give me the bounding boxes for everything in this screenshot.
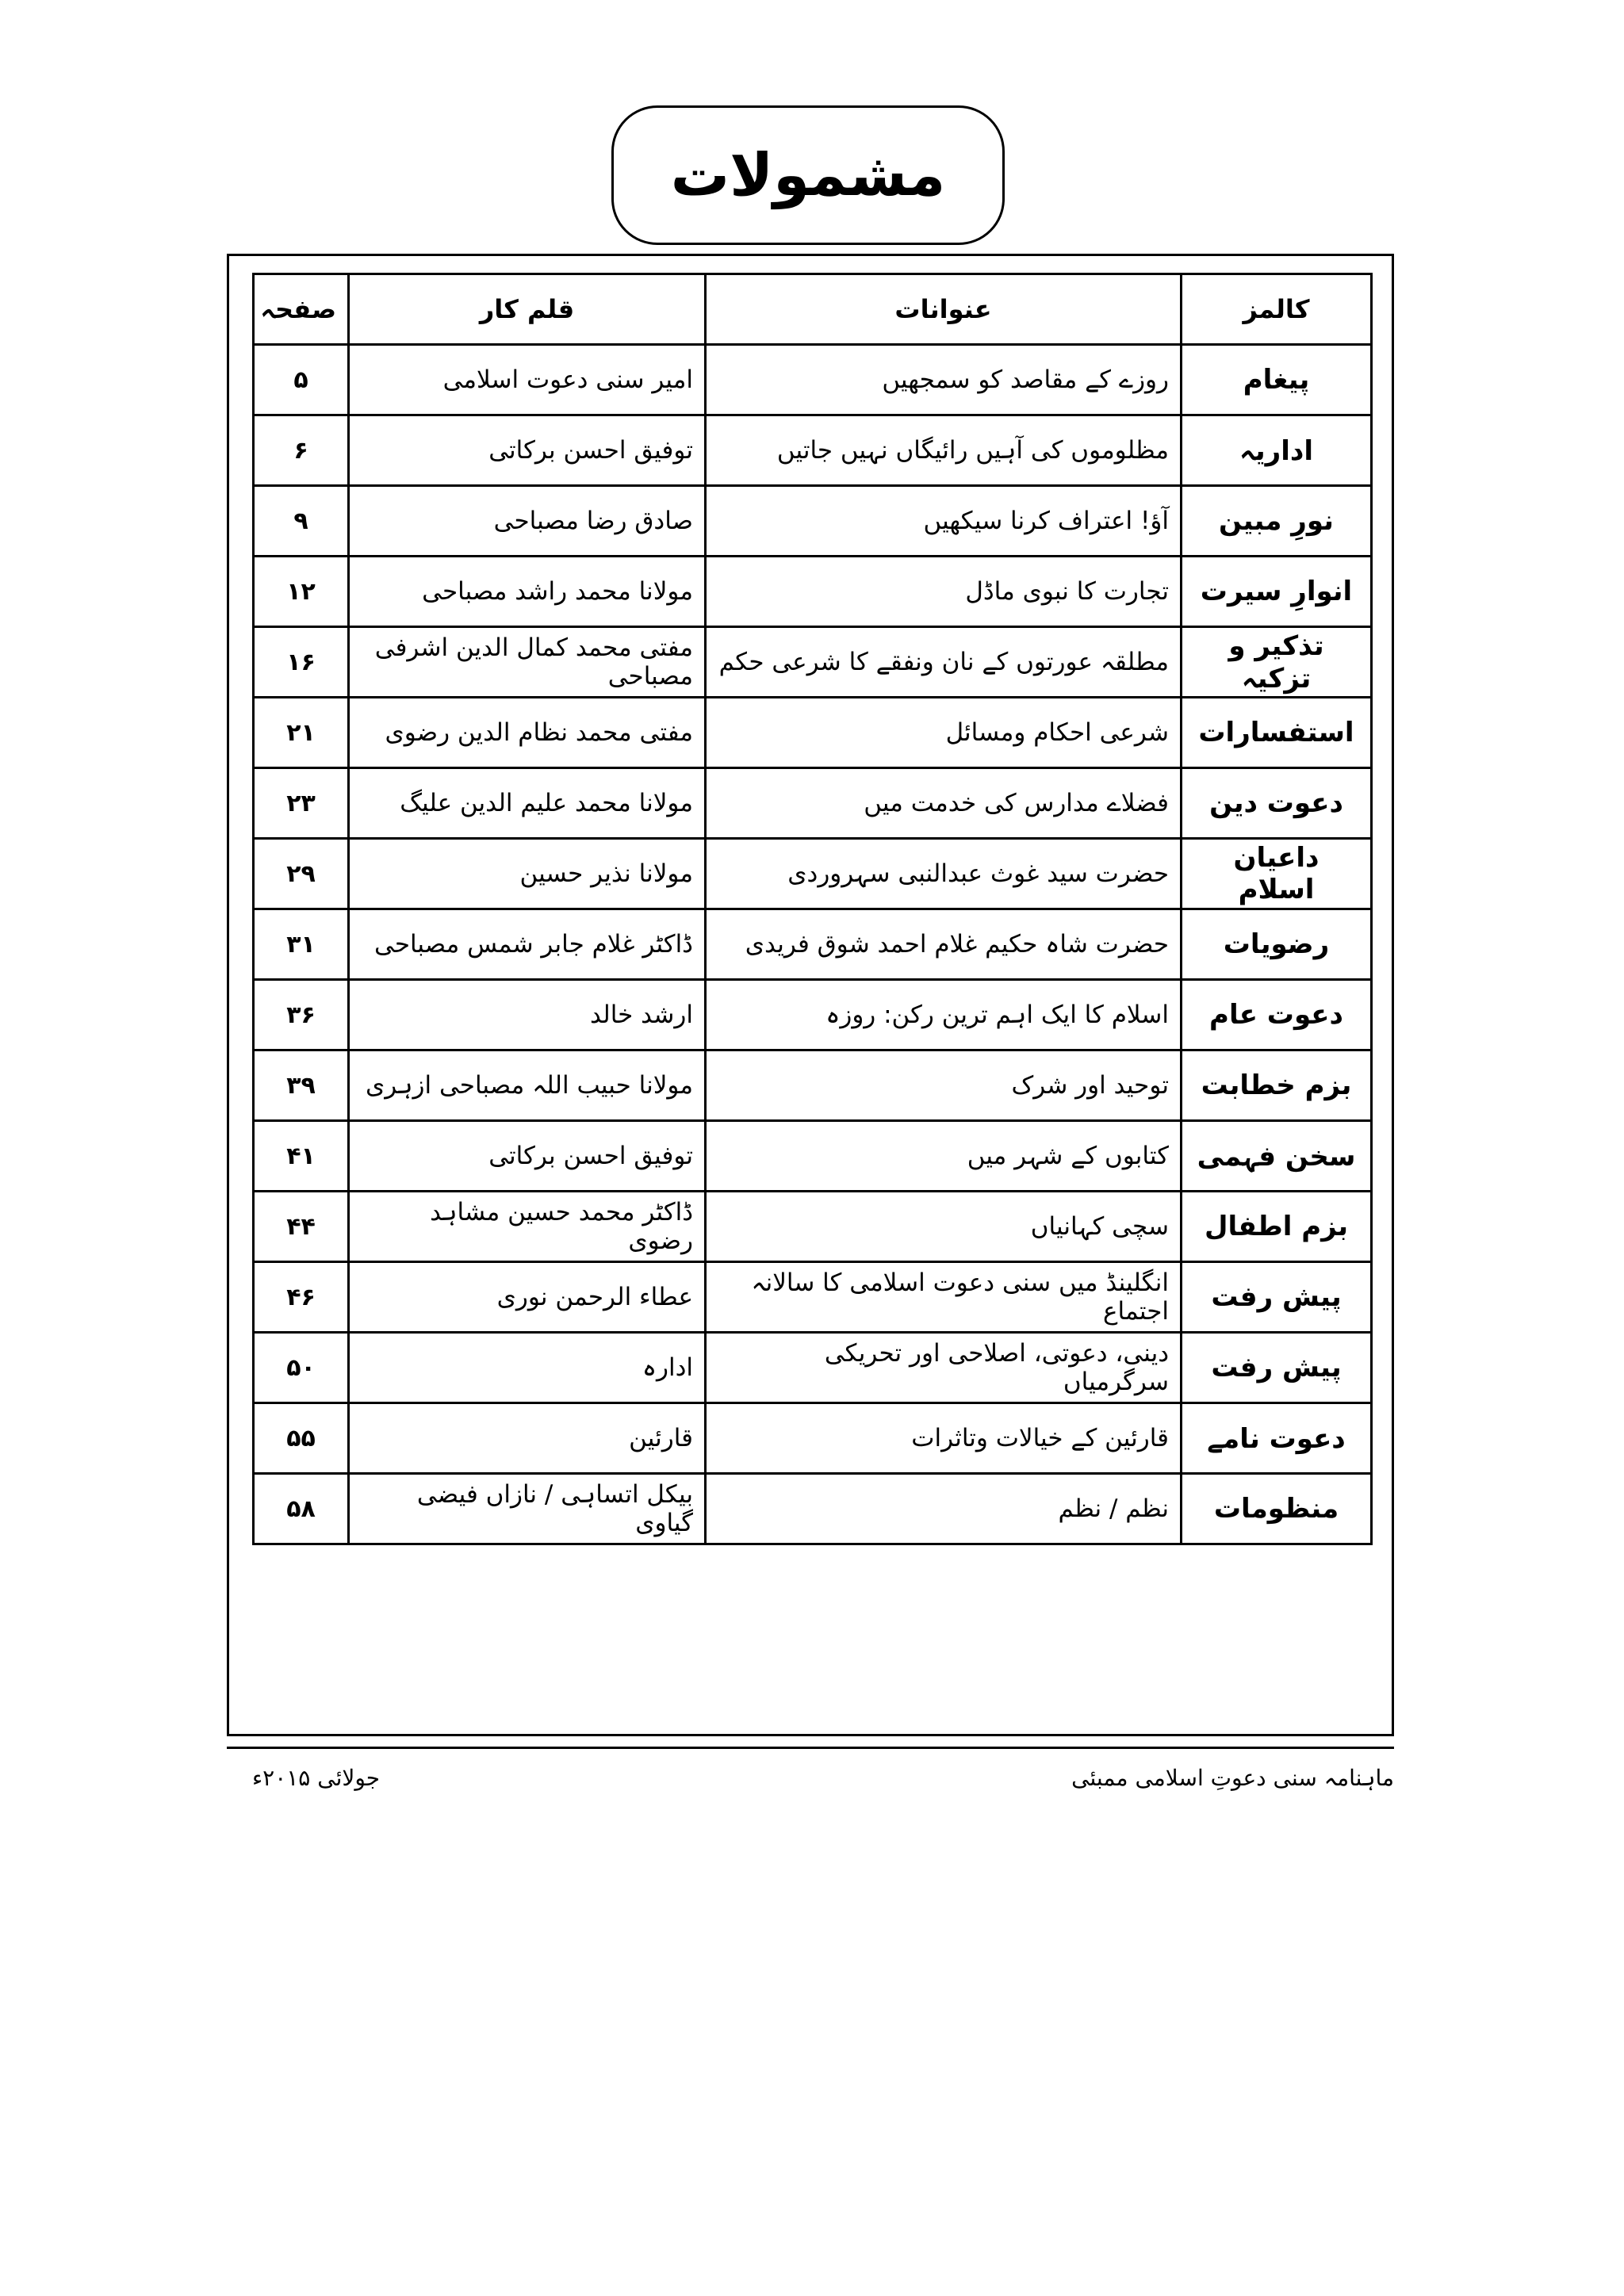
page-cell: ۴۴ xyxy=(254,1192,349,1262)
page-cell: ۵۵ xyxy=(254,1403,349,1474)
table-row xyxy=(254,839,1372,909)
page-cell: ۲۹ xyxy=(254,839,349,909)
title-cell: توحید اور شرک xyxy=(706,1050,1182,1121)
title-cell: روزے کے مقاصد کو سمجھیں xyxy=(706,345,1182,415)
column-cell: بزم خطابت xyxy=(1182,1050,1372,1121)
page-cell: ۲۱ xyxy=(254,698,349,768)
page-cell: ۴۶ xyxy=(254,1262,349,1333)
table-row xyxy=(254,980,1372,1050)
column-cell: تذکیر و تزکیہ xyxy=(1182,627,1372,698)
title-cell: اسلام کا ایک اہم ترین رکن: روزہ xyxy=(706,980,1182,1050)
column-cell: پیش رفت xyxy=(1182,1333,1372,1403)
column-cell: سخن فہمی xyxy=(1182,1121,1372,1192)
title-cell: سچی کہانیاں xyxy=(706,1192,1182,1262)
author-cell: مفتی محمد نظام الدین رضوی xyxy=(349,698,706,768)
footer-date: جولائی ۲۰۱۵ء xyxy=(252,1765,381,1791)
page-cell: ۶ xyxy=(254,415,349,486)
title-cell: شرعی احکام ومسائل xyxy=(706,698,1182,768)
table-row xyxy=(254,1121,1372,1192)
table-header-row xyxy=(254,274,1372,345)
column-cell: منظومات xyxy=(1182,1474,1372,1544)
page-cell: ۹ xyxy=(254,486,349,557)
table-row xyxy=(254,415,1372,486)
page-cell: ۵ xyxy=(254,345,349,415)
author-cell: صادق رضا مصباحی xyxy=(349,486,706,557)
author-cell: ارشد خالد xyxy=(349,980,706,1050)
author-cell: بیکل اتساہی / نازاں فیضی گیاوی xyxy=(349,1474,706,1544)
author-cell: مولانا محمد راشد مصباحی xyxy=(349,557,706,627)
author-cell: ادارہ xyxy=(349,1333,706,1403)
title-cell: مطلقہ عورتوں کے نان ونفقے کا شرعی حکم xyxy=(706,627,1182,698)
page-cell: ۱۲ xyxy=(254,557,349,627)
author-cell: توفیق احسن برکاتی xyxy=(349,1121,706,1192)
page-cell: ۵۰ xyxy=(254,1333,349,1403)
column-cell: استفسارات xyxy=(1182,698,1372,768)
contents-table xyxy=(252,273,1373,1545)
table-row xyxy=(254,1262,1372,1333)
page-cell: ۳۹ xyxy=(254,1050,349,1121)
author-cell: ڈاکٹر محمد حسین مشاہد رضوی xyxy=(349,1192,706,1262)
column-cell: اداریہ xyxy=(1182,415,1372,486)
header-column: کالمز xyxy=(1182,274,1372,345)
column-cell: پیش رفت xyxy=(1182,1262,1372,1333)
author-cell: مفتی محمد کمال الدین اشرفی مصباحی xyxy=(349,627,706,698)
page-cell: ۲۳ xyxy=(254,768,349,839)
column-cell: دعوت عام xyxy=(1182,980,1372,1050)
author-cell: قارئین xyxy=(349,1403,706,1474)
table-row xyxy=(254,486,1372,557)
title-cell: انگلینڈ میں سنی دعوت اسلامی کا سالانہ اجتماع xyxy=(706,1262,1182,1333)
table-body xyxy=(254,345,1372,1544)
title-cell: حضرت سید غوث عبدالنبی سہروردی xyxy=(706,839,1182,909)
column-cell: پیغام xyxy=(1182,345,1372,415)
page-cell: ۴۱ xyxy=(254,1121,349,1192)
table-row xyxy=(254,1333,1372,1403)
table-row xyxy=(254,909,1372,980)
author-cell: امیر سنی دعوت اسلامی xyxy=(349,345,706,415)
title-cell: حضرت شاہ حکیم غلام احمد شوق فریدی xyxy=(706,909,1182,980)
title-cell: نظم / نظم xyxy=(706,1474,1182,1544)
page-title: مشمولات xyxy=(670,141,946,209)
header-page: صفحہ xyxy=(254,274,349,345)
column-cell: نورِ مبین xyxy=(1182,486,1372,557)
title-cell: مظلوموں کی آہیں رائیگاں نہیں جاتیں xyxy=(706,415,1182,486)
footer-publication: ماہنامہ سنی دعوتِ اسلامی ممبئی xyxy=(1071,1765,1394,1791)
table-row xyxy=(254,1192,1372,1262)
table-row xyxy=(254,627,1372,698)
page-cell: ۳۶ xyxy=(254,980,349,1050)
title-cell: فضلاے مدارس کی خدمت میں xyxy=(706,768,1182,839)
table-row xyxy=(254,345,1372,415)
column-cell: داعیان اسلام xyxy=(1182,839,1372,909)
author-cell: مولانا نذیر حسین xyxy=(349,839,706,909)
column-cell: دعوت دین xyxy=(1182,768,1372,839)
page-title-box xyxy=(611,105,1005,245)
column-cell: بزم اطفال xyxy=(1182,1192,1372,1262)
table-row xyxy=(254,1474,1372,1544)
author-cell: عطاء الرحمن نوری xyxy=(349,1262,706,1333)
table-row xyxy=(254,557,1372,627)
header-title: عنوانات xyxy=(706,274,1182,345)
title-cell: کتابوں کے شہر میں xyxy=(706,1121,1182,1192)
table-row xyxy=(254,1403,1372,1474)
table-row xyxy=(254,1050,1372,1121)
title-cell: آؤ! اعتراف کرنا سیکھیں xyxy=(706,486,1182,557)
page-cell: ۵۸ xyxy=(254,1474,349,1544)
author-cell: مولانا محمد علیم الدین علیگ xyxy=(349,768,706,839)
header-author: قلم کار xyxy=(349,274,706,345)
table-row xyxy=(254,768,1372,839)
author-cell: ڈاکٹر غلام جابر شمس مصباحی xyxy=(349,909,706,980)
page-cell: ۳۱ xyxy=(254,909,349,980)
author-cell: توفیق احسن برکاتی xyxy=(349,415,706,486)
footer-divider xyxy=(227,1747,1394,1749)
column-cell: رضویات xyxy=(1182,909,1372,980)
page-cell: ۱۶ xyxy=(254,627,349,698)
table-row xyxy=(254,698,1372,768)
column-cell: دعوت نامے xyxy=(1182,1403,1372,1474)
author-cell: مولانا حبیب اللہ مصباحی ازہری xyxy=(349,1050,706,1121)
title-cell: قارئین کے خیالات وتاثرات xyxy=(706,1403,1182,1474)
title-cell: دینی، دعوتی، اصلاحی اور تحریکی سرگرمیاں xyxy=(706,1333,1182,1403)
column-cell: انوارِ سیرت xyxy=(1182,557,1372,627)
title-cell: تجارت کا نبوی ماڈل xyxy=(706,557,1182,627)
